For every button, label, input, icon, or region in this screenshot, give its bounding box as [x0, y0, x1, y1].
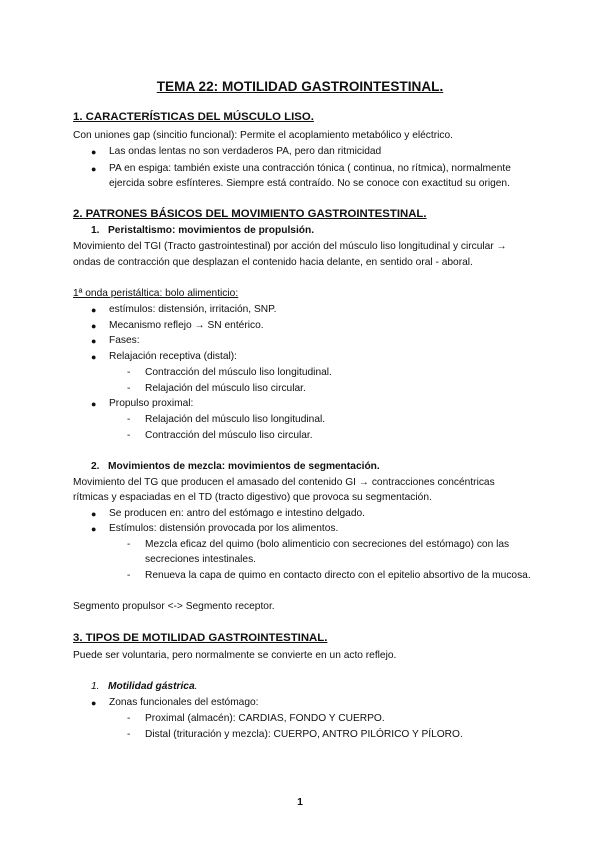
s2-mezcla-item-2b: Renueva la capa de quimo en contacto directo con el epitelio absortivo de la mucosa. — [145, 570, 531, 581]
s3-sub1-dot: . — [194, 681, 198, 692]
s2-onda-heading: 1ª onda peristáltica: bolo alimenticio: — [73, 288, 239, 299]
s2-onda-item-5a: Relajación del músculo liso longitudinal. — [145, 414, 326, 425]
bullet-icon: ● — [91, 352, 97, 362]
s3-sub1-number: 1. — [91, 681, 100, 692]
s3-sub1-text: Motilidad gástrica — [108, 681, 195, 692]
s2-segment-note: Segmento propulsor <-> Segmento receptor. — [73, 601, 275, 612]
bullet-icon: ● — [91, 698, 97, 708]
section-3-heading: 3. TIPOS DE MOTILIDAD GASTROINTESTINAL. — [73, 632, 328, 644]
dash-icon: - — [127, 539, 131, 550]
s2-sub1-text: Peristaltismo: movimientos de propulsión. — [108, 225, 315, 236]
page-title: TEMA 22: MOTILIDAD GASTROINTESTINAL. — [156, 79, 444, 94]
s1-bullet-2-line-2: ejercida sobre esfínteres. Siempre está contraído. No se conoce con exactitud su origen. — [109, 178, 510, 189]
s2-sub2-text: Movimientos de mezcla: movimientos de segmentación. — [108, 461, 380, 472]
s2-paragraph-1-line-1: Movimiento del TGI (Tracto gastrointestinal) por acción del músculo liso longitudinal y circular → — [73, 241, 507, 252]
s2-paragraph-2-line-1: Movimiento del TG que producen el amasado del contenido GI → contracciones concéntricas — [73, 477, 495, 488]
bullet-icon: ● — [91, 305, 97, 315]
s2-onda-item-4: Relajación receptiva (distal): — [109, 351, 237, 362]
dash-icon: - — [127, 729, 131, 740]
s2-paragraph-2-line-2: rítmicas y espaciadas en el TD (tracto digestivo) que provoca su segmentación. — [73, 492, 432, 503]
page-number: 1 — [297, 796, 303, 808]
section-1-heading: 1. CARACTERÍSTICAS DEL MÚSCULO LISO. — [73, 111, 314, 123]
s2-paragraph-1-line-2: ondas de contracción que desplazan el contenido hacia delante, en sentido oral - aboral. — [73, 257, 473, 268]
s2-mezcla-item-1: Se producen en: antro del estómago e intestino delgado. — [109, 508, 366, 519]
s1-bullet-1: Las ondas lentas no son verdaderos PA, pero dan ritmicidad — [109, 146, 382, 157]
s3-zonas-item: Zonas funcionales del estómago: — [109, 697, 259, 708]
bullet-icon: ● — [91, 164, 97, 174]
s2-sub1-number: 1. — [91, 225, 100, 236]
s3-subheading-1 — [91, 680, 197, 694]
s2-sub2-number: 2. — [91, 461, 100, 472]
dash-icon: - — [127, 570, 131, 581]
s2-onda-item-1: estímulos: distensión, irritación, SNP. — [109, 304, 277, 315]
s2-onda-item-3: Fases: — [109, 335, 140, 346]
s2-onda-item-4b: Relajación del músculo liso circular. — [145, 383, 306, 394]
bullet-icon: ● — [91, 509, 97, 519]
s3-zonas-distal: Distal (trituración y mezcla): CUERPO, ANTRO PILÓRICO Y PÍLORO. — [145, 729, 463, 740]
s2-subheading-1 — [91, 224, 314, 238]
s3-paragraph: Puede ser voluntaria, pero normalmente se convierte en un acto reflejo. — [73, 650, 397, 661]
s3-zonas-proximal: Proximal (almacén): CARDIAS, FONDO Y CUERPO. — [145, 713, 385, 724]
bullet-icon: ● — [91, 524, 97, 534]
s1-bullet-2-line-1: PA en espiga: también existe una contracción tónica ( continua, no rítmica), normalmente — [109, 163, 511, 174]
s2-onda-item-4a: Contracción del músculo liso longitudinal. — [145, 367, 332, 378]
section-2-heading: 2. PATRONES BÁSICOS DEL MOVIMIENTO GASTROINTESTINAL. — [73, 208, 427, 220]
s2-onda-item-5: Propulso proximal: — [109, 398, 194, 409]
s1-paragraph: Con uniones gap (sincitio funcional): Permite el acoplamiento metabólico y eléctrico. — [73, 130, 453, 141]
s2-mezcla-item-2a-line-2: secreciones intestinales. — [145, 554, 256, 565]
bullet-icon: ● — [91, 147, 97, 157]
dash-icon: - — [127, 414, 131, 425]
dash-icon: - — [127, 430, 131, 441]
dash-icon: - — [127, 383, 131, 394]
s2-mezcla-item-2: Estímulos: distensión provocada por los alimentos. — [109, 523, 339, 534]
bullet-icon: ● — [91, 399, 97, 409]
s2-subheading-2 — [91, 460, 380, 474]
dash-icon: - — [127, 713, 131, 724]
s2-mezcla-item-2a-line-1: Mezcla eficaz del quimo (bolo alimenticio con secreciones del estómago) con las — [145, 539, 510, 550]
s2-onda-item-2: Mecanismo reflejo → SN entérico. — [109, 320, 264, 331]
bullet-icon: ● — [91, 336, 97, 346]
bullet-icon: ● — [91, 321, 97, 331]
s2-onda-item-5b: Contracción del músculo liso circular. — [145, 430, 313, 441]
dash-icon: - — [127, 367, 131, 378]
